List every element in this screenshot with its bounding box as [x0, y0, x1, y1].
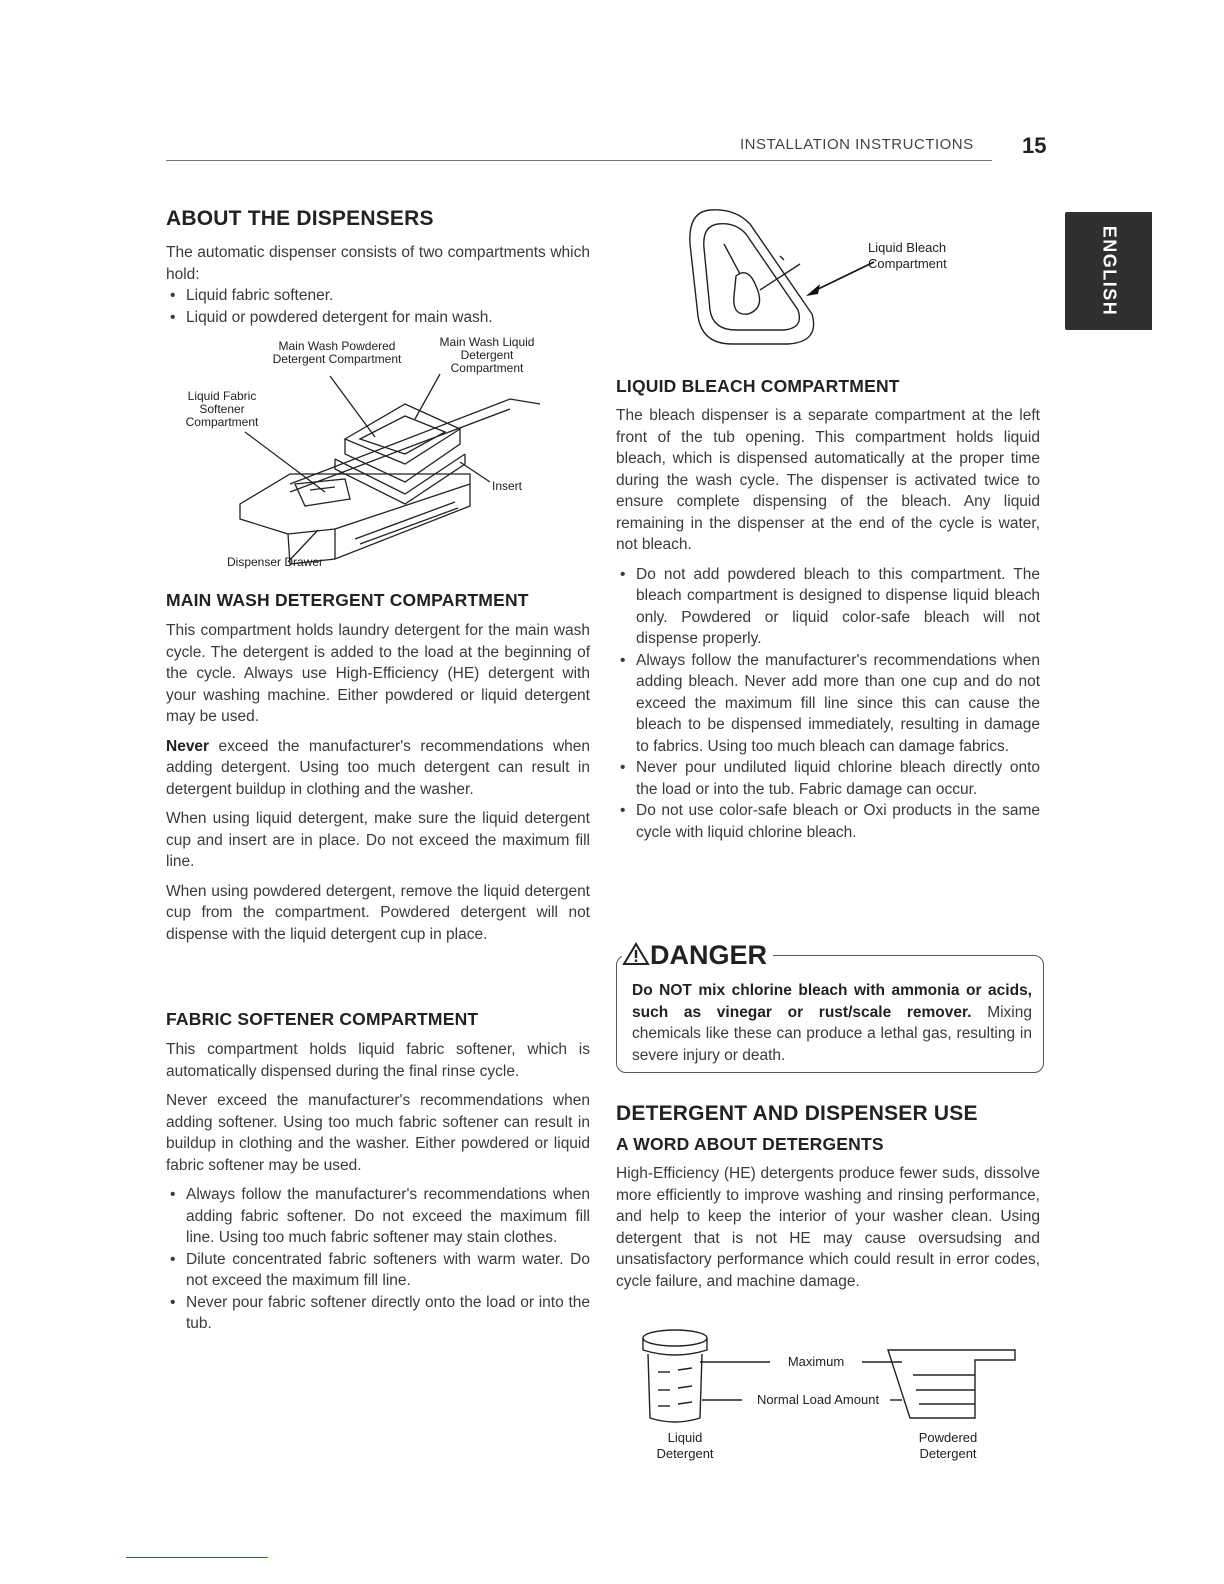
- liquid-compartment-label: Main Wash Liquid Detergent Compartment: [439, 335, 535, 375]
- normal-load-label: Normal Load Amount: [756, 1392, 880, 1407]
- about-dispensers-title: ABOUT THE DISPENSERS: [166, 207, 434, 230]
- list-item: • Dilute concentrated fabric softeners with warm water. Do not exceed the maximum fill line.: [166, 1249, 590, 1292]
- main-wash-p2: [166, 736, 590, 801]
- about-bullet-list: [166, 285, 590, 328]
- fabric-bullet-list: [166, 1184, 590, 1335]
- warning-triangle-icon: [622, 942, 650, 966]
- danger-text: [632, 980, 1032, 1066]
- drawer-label: Dispenser Drawer: [226, 555, 324, 569]
- detergent-use-title: DETERGENT AND DISPENSER USE: [616, 1102, 978, 1125]
- fabric-softener-title: FABRIC SOFTENER COMPARTMENT: [166, 1009, 479, 1029]
- list-item: • Always follow the manufacturer's recommendations when adding bleach. Never add more than one cup and do not exceed the maximum fill line since this can cause the bleach to be dispensed immediately, resulting in damage to fabrics. Using too much bleach can damage fabrics.: [616, 650, 1040, 758]
- section-header: INSTALLATION INSTRUCTIONS: [740, 136, 974, 153]
- detergent-cup-diagram: [630, 1320, 1030, 1470]
- powdered-detergent-label: Powdered Detergent: [918, 1430, 978, 1461]
- header-divider: [166, 160, 992, 161]
- list-item: • Do not use color-safe bleach or Oxi products in the same cycle with liquid chlorine bleach.: [616, 800, 1040, 843]
- dispenser-drawer-diagram: [170, 334, 590, 574]
- word-about-detergents-title: A WORD ABOUT DETERGENTS: [616, 1134, 884, 1154]
- language-tab-label: ENGLISH: [1099, 225, 1119, 317]
- bleach-compartment-illustration: [680, 204, 1000, 354]
- footer-rule: [126, 1557, 268, 1558]
- detergents-body: [616, 1163, 1040, 1292]
- detergents-p1: High-Efficiency (HE) detergents produce fewer suds, dissolve more efficiently to improve washing and rinsing performance, and help to keep the interior of your washer clean. Using detergent that is not HE may cause oversudsing and unsatisfactory performance which could result in error codes, cycle failure, and machine damage.: [616, 1165, 1040, 1290]
- danger-heading: [622, 940, 773, 971]
- liquid-bleach-body: [616, 405, 1040, 843]
- insert-label: Insert: [492, 479, 523, 493]
- main-wash-p2-text: exceed the manufacturer's recommendations when adding detergent. Using too much detergent can result in detergent buildup in clothing and the washer.: [166, 737, 590, 798]
- list-item: • Liquid or powdered detergent for main wash.: [166, 307, 590, 329]
- bleach-bullet-list: [616, 564, 1040, 844]
- main-wash-p4: When using powdered detergent, remove the liquid detergent cup from the compartment. Powdered detergent will not dispense with the liquid detergent cup in place.: [166, 882, 590, 943]
- fabric-p1: This compartment holds liquid fabric softener, which is automatically dispensed during the final rinse cycle.: [166, 1041, 590, 1080]
- bleach-p1: The bleach dispenser is a separate compartment at the left front of the tub opening. This compartment holds liquid bleach, which is dispensed automatically at the proper time during the wash cycle. The dispenser is activated twice to ensure complete dispensing of the bleach. Any liquid remaining in the dispenser at the end of the cycle is water, not bleach.: [616, 407, 1040, 553]
- language-tab: [1065, 212, 1152, 330]
- list-item: • Never pour undiluted liquid chlorine bleach directly onto the load or into the tub. Fabric damage can occur.: [616, 757, 1040, 800]
- fabric-p2: Never exceed the manufacturer's recommendations when adding softener. Using too much fabric softener can result in buildup in clothing and the washer. Either powdered or liquid fabric softener may be used.: [166, 1092, 590, 1174]
- bleach-compartment-diagram: [680, 204, 1000, 354]
- danger-title: DANGER: [650, 940, 768, 970]
- about-intro: The automatic dispenser consists of two compartments which hold:: [166, 244, 590, 283]
- liquid-bleach-title: LIQUID BLEACH COMPARTMENT: [616, 376, 900, 396]
- never-emphasis: Never: [166, 737, 210, 755]
- page-number: 15: [1022, 133, 1047, 158]
- liquid-detergent-label: Liquid Detergent: [656, 1430, 714, 1461]
- danger-rest-text: Mixing chemicals like these can produce a lethal gas, resulting in severe injury or death.: [632, 1003, 1032, 1064]
- list-item: • Liquid fabric softener.: [166, 285, 590, 307]
- main-wash-title: MAIN WASH DETERGENT COMPARTMENT: [166, 590, 529, 610]
- main-wash-body: [166, 620, 590, 945]
- powdered-compartment-label: Main Wash Powdered Detergent Compartment: [272, 339, 402, 366]
- maximum-label: Maximum: [787, 1354, 845, 1369]
- main-wash-p1: This compartment holds laundry detergent for the main wash cycle. The detergent is added to the load at the beginning of the cycle. Always use High-Efficiency (HE) detergent with your washing machine. Either powdered or liquid detergent may be used.: [166, 622, 590, 725]
- softener-compartment-label: Liquid Fabric Softener Compartment: [185, 389, 259, 429]
- liquid-bleach-label: Liquid Bleach Compartment: [868, 240, 947, 271]
- list-item: • Never pour fabric softener directly onto the load or into the tub.: [166, 1292, 590, 1335]
- main-wash-p3: When using liquid detergent, make sure the liquid detergent cup and insert are in place. Do not exceed the maximum fill line.: [166, 810, 590, 870]
- fabric-softener-body: [166, 1039, 590, 1335]
- danger-bold-text: Do NOT mix chlorine bleach with ammonia or acids, such as vinegar or rust/scale remover.: [632, 982, 1032, 1021]
- list-item: • Always follow the manufacturer's recommendations when adding fabric softener. Do not exceed the maximum fill line. Using too much fabric softener may stain clothes.: [166, 1184, 590, 1249]
- list-item: • Do not add powdered bleach to this compartment. The bleach compartment is designed to dispense liquid bleach only. Powdered or liquid color-safe bleach will not dispense properly.: [616, 564, 1040, 650]
- about-dispensers-body: [166, 242, 590, 328]
